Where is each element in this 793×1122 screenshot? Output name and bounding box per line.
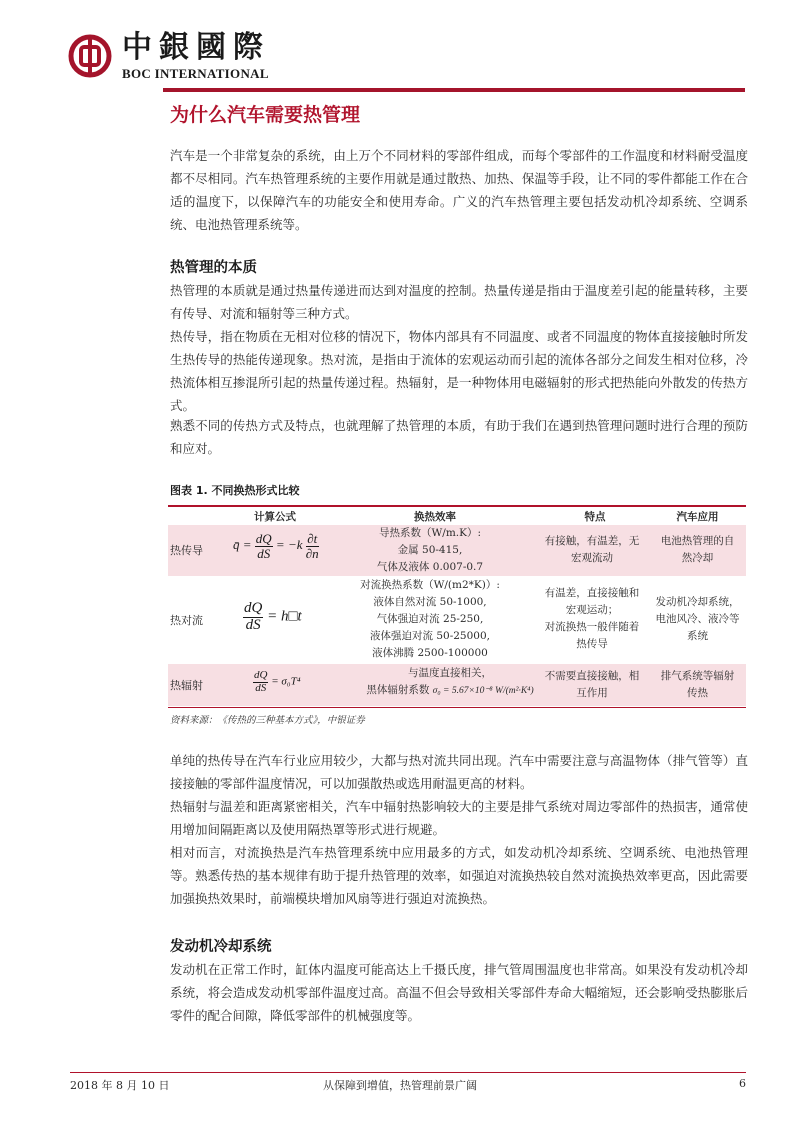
header-divider	[163, 88, 745, 92]
formula-convection: $\frac{dQ}{dS}$ = h□t	[244, 600, 302, 633]
feature-line: 有接触，有温差，无	[544, 535, 640, 547]
table-header-formula: 计算公式	[254, 511, 296, 523]
row-name: 热辐射	[170, 679, 203, 692]
efficiency-line: 气体及液体 0.007-0.7	[376, 561, 484, 573]
application-line: 传热	[687, 687, 708, 699]
row-name: 热对流	[170, 614, 203, 627]
table-header-application: 汽车应用	[676, 511, 719, 523]
paragraph: 熟悉不同的传热方式及特点，也就理解了热管理的本质，有助于我们在遇到热管理问题时进行合理的预防和应对。	[170, 418, 748, 456]
boc-logo-icon	[68, 34, 112, 78]
formula-conduction: q̄ = $\frac{dQ}{dS}$ = −k $\frac{\partial t}{\partial n}$	[233, 531, 319, 561]
efficiency-line: 金属 50-415,	[397, 544, 463, 556]
table-top-rule	[168, 505, 746, 507]
efficiency-line: 导热系数（W/m.K）:	[378, 527, 481, 539]
footer-divider	[70, 1072, 746, 1073]
application-line: 电池风冷、液冷等	[655, 613, 740, 625]
feature-line: 宏观运动；	[565, 604, 619, 616]
blackbody-constant: σ₀ = 5.67×10⁻⁸ W/(m²·K⁴)	[432, 686, 534, 696]
paragraph: 发动机在正常工作时，缸体内温度可能高达上千摄氏度，排气管周围温度也非常高。如果没有发动机冷却系统，将会造成发动机零部件温度过高。高温不但会导致相关零部件寿命大幅缩短，还会影响受热膨胀后零件的配合间隙，降低零部件的机械强度等。	[170, 962, 748, 1023]
row-name: 热传导	[170, 544, 203, 557]
intro-paragraph: 汽车是一个非常复杂的系统，由上万个不同材料的零部件组成，而每个零部件的工作温度和材料耐受温度都不尽相同。汽车热管理系统的主要作用就是通过散热、加热、保温等手段，让不同的零件都能工作在合适的温度下，以保障汽车的功能安全和使用寿命。广义的汽车热管理主要包括发动机冷却系统、空调系统、电池热管理系统等。	[170, 148, 748, 232]
feature-line: 不需要直接接触，相	[544, 670, 640, 682]
table-header-efficiency: 换热效率	[414, 511, 456, 523]
efficiency-line: 黑体辐射系数	[366, 684, 430, 696]
feature-line: 热传导	[576, 638, 608, 650]
formula-radiation: $\frac{dQ}{dS}$ = σ₀T⁴	[254, 669, 301, 694]
figure-source: 资料来源：《传热的三种基本方式》，中银证券	[170, 715, 365, 726]
page-title: 为什么汽车需要热管理	[170, 104, 361, 126]
footer-title: 从保障到增值，热管理前景广阔	[323, 1079, 477, 1092]
section-heading-engine-cooling: 发动机冷却系统	[170, 939, 272, 955]
paragraph: 单纯的热传导在汽车行业应用较少，大都与热对流共同出现。汽车中需要注意与高温物体（排气管等）直接接触的零部件温度情况，可以加强散热或选用耐温更高的材料。	[170, 753, 748, 791]
feature-line: 宏观流动	[571, 552, 613, 564]
application-line: 系统	[687, 630, 708, 642]
paragraph: 热传导，指在物质在无相对位移的情况下，物体内部具有不同温度、或者不同温度的物体直接接触时所发生热传导的热能传递现象。热对流，是指由于流体的宏观运动而引起的流体各部分之间发生相对位移，冷热流体相互掺混所引起的热量传递过程。热辐射，是一种物体用电磁辐射的形式把热能向外散发的传热方式。	[170, 329, 748, 413]
application-line: 发动机冷却系统，	[655, 596, 740, 608]
table-bottom-rule	[168, 707, 746, 708]
table-header-feature: 特点	[584, 511, 606, 523]
efficiency-line: 液体自然对流 50-1000,	[373, 596, 487, 608]
efficiency-line: 液体沸腾 2500-100000	[372, 647, 488, 659]
efficiency-line: 气体强迫对流 25-250,	[376, 613, 484, 625]
section-heading-thermal-essence: 热管理的本质	[170, 260, 257, 276]
brand-name-cn: 中銀國際	[122, 30, 270, 65]
efficiency-line: 液体强迫对流 50-25000,	[370, 630, 490, 642]
paragraph: 热管理的本质就是通过热量传递进而达到对温度的控制。热量传递是指由于温度差引起的能量转移，主要有传导、对流和辐射等三种方式。	[170, 283, 748, 321]
feature-line: 有温差，直接接触和	[544, 587, 640, 599]
page-number: 6	[739, 1077, 746, 1090]
paragraph: 热辐射与温差和距离紧密相关，汽车中辐射热影响较大的主要是排气系统对周边零部件的热损害，通常使用增加间隔距离以及使用隔热罩等形式进行规避。	[170, 799, 748, 837]
brand-name-en: BOC INTERNATIONAL	[122, 66, 269, 81]
paragraph: 相对而言，对流换热是汽车热管理系统中应用最多的方式，如发动机冷却系统、空调系统、电池热管理等。熟悉传热的基本规律有助于提升热管理的效率，如强迫对流换热较自然对流换热效率更高，因此需要加强换热效果时，前端模块增加风扇等进行强迫对流换热。	[170, 845, 748, 906]
table-row	[168, 525, 746, 576]
footer-date: 2018 年 8 月 10 日	[70, 1079, 170, 1092]
feature-line: 对流换热一般伴随着	[544, 621, 640, 633]
efficiency-line: 对流换热系数（W/(m2*K)）:	[360, 579, 500, 591]
table-row	[168, 577, 746, 663]
table-row	[168, 664, 746, 706]
efficiency-line: 与温度直接相关，	[408, 667, 492, 679]
feature-line: 互作用	[576, 687, 608, 699]
application-line: 排气系统等辐射	[660, 670, 735, 682]
application-line: 然冷却	[681, 552, 714, 564]
application-line: 电池热管理的自	[660, 535, 735, 547]
figure-caption: 图表 1. 不同换热形式比较	[170, 484, 300, 497]
